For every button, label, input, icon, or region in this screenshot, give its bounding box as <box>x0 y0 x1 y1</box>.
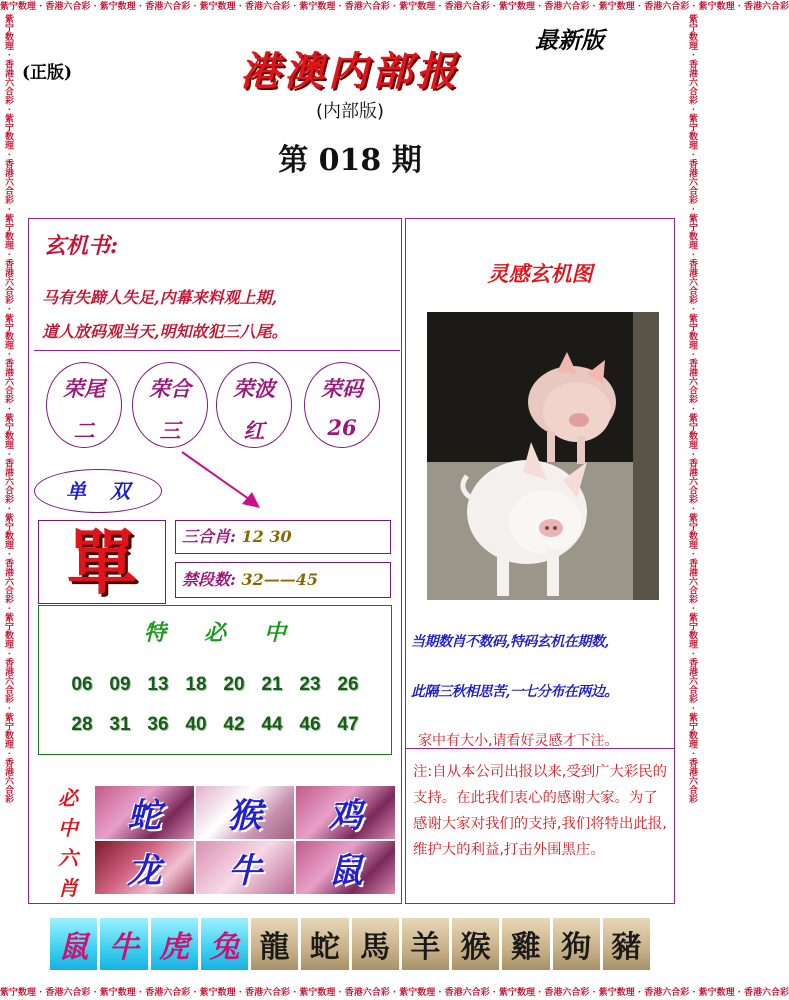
zodiac-bar <box>50 918 650 970</box>
oval-value: 红 <box>243 418 265 443</box>
zodiac-bar-item: 牛 <box>100 918 147 970</box>
oval-value: 二 <box>73 418 95 443</box>
number-cell: 36 <box>147 714 169 735</box>
inspiration-title: 灵感玄机图 <box>487 261 593 286</box>
number-cell: 44 <box>261 714 283 735</box>
label-char: 六 <box>58 846 78 870</box>
oval-tail <box>46 362 122 448</box>
number-cell: 23 <box>299 674 321 695</box>
oval-key: 荣码 <box>321 376 363 401</box>
oval-value: 三 <box>159 418 181 443</box>
edition-official-label: (正版) <box>22 63 73 83</box>
oval-key: 荣波 <box>233 376 275 401</box>
special-numbers-title: 特必中 <box>143 620 324 646</box>
oval-sum <box>132 362 208 448</box>
xuanji-title: 玄机书: <box>44 233 119 259</box>
number-cell: 06 <box>71 674 93 695</box>
zodiac-bar-item: 龍 <box>251 918 298 970</box>
arrow-icon <box>178 448 268 518</box>
number-cell: 26 <box>337 674 359 695</box>
oval-wave <box>216 362 292 448</box>
page-subtitle: (内部版) <box>315 101 385 122</box>
zodiac-bar-item: 雞 <box>502 918 549 970</box>
zodiac-char: 蛇 <box>127 796 162 836</box>
zodiac-bar-item: 羊 <box>402 918 449 970</box>
number-cell: 18 <box>185 674 207 695</box>
oval-key: 荣尾 <box>63 376 105 401</box>
border-top-strip: 紫宁数理 · 香港六合彩 · 紫宁数理 · 香港六合彩 · 紫宁数理 · 香港六合彩 · 紫宁数理 · 香港六合彩 · 紫宁数理 · 香港六合彩 · 紫宁数理 · 香港六合彩 · 紫宁数理 · 香港六合彩 · 紫宁数理 · 香港六合彩 <box>0 2 789 12</box>
edition-latest-label: 最新版 <box>535 27 604 54</box>
notice-text: 注:自从本公司出报以来,受到广大彩民的支持。在此我们衷心的感谢大家。为了感谢大家对我们的支持,我们将特出此报,维护大的利益,打击外围黑庄。 <box>405 748 675 904</box>
number-cell: 09 <box>109 674 131 695</box>
pig-photo-drawing <box>427 312 659 600</box>
oval-key: 荣合 <box>149 376 191 401</box>
zodiac-bar-item: 虎 <box>151 918 198 970</box>
odd-even-oval: 单双 <box>34 469 162 513</box>
zodiac-tile <box>196 841 295 894</box>
three-match-label: 三合肖: <box>182 527 236 546</box>
number-cell: 20 <box>223 674 245 695</box>
pig-photo <box>427 312 659 600</box>
special-numbers-box <box>38 605 392 755</box>
zodiac-char: 鼠 <box>328 851 363 891</box>
zodiac-char: 鸡 <box>328 796 363 836</box>
page-title: 港澳内部报 <box>240 48 460 95</box>
zodiac-bar-item: 馬 <box>352 918 399 970</box>
zodiac-char: 龙 <box>127 851 162 891</box>
three-match-value: 12 30 <box>241 527 292 546</box>
banned-range-label: 禁段数: <box>182 570 236 589</box>
banned-range <box>175 562 391 598</box>
zodiac-bar-item: 蛇 <box>301 918 348 970</box>
right-note: 家中有大小,请看好灵感才下注。 <box>418 733 619 749</box>
number-cell: 42 <box>223 714 245 735</box>
number-cell: 47 <box>337 714 359 735</box>
number-cell: 46 <box>299 714 321 735</box>
xuanji-section <box>34 225 400 351</box>
zodiac-tile <box>296 786 395 839</box>
number-cell: 21 <box>261 674 283 695</box>
number-cell: 31 <box>109 714 131 735</box>
right-verse-line-2: 此隔三秋相思苦,一七分布在两边。 <box>411 684 618 700</box>
banned-range-value: 32——45 <box>241 570 319 589</box>
zodiac-bar-item: 猴 <box>452 918 499 970</box>
issue-number: 第 018 期 <box>278 143 422 178</box>
zodiac-bar-item: 鼠 <box>50 918 97 970</box>
big-odd-character: 單 <box>38 520 166 604</box>
number-cell: 40 <box>185 714 207 735</box>
zodiac-char: 猴 <box>227 796 262 836</box>
zodiac-bar-item: 狗 <box>553 918 600 970</box>
right-verse-line-1: 当期数肖不数码,特码玄机在期数, <box>411 634 609 650</box>
number-cell: 13 <box>147 674 169 695</box>
zodiac-tile <box>196 786 295 839</box>
xuanji-line-1: 马有失蹄人失足,内幕来料观上期, <box>42 288 278 307</box>
zodiac-char: 牛 <box>227 851 262 891</box>
border-right-strip: 紫宁数理 · 香港六合彩 · 紫宁数理 · 香港六合彩 · 紫宁数理 · 香港六合彩 · 紫宁数理 · 香港六合彩 · 紫宁数理 · 香港六合彩 · 紫宁数理 · 香港六合彩 · 紫宁数理 · 香港六合彩 · 紫宁数理 · 香港六合彩 <box>687 14 697 803</box>
three-match-zodiac <box>175 520 391 554</box>
zodiac-tile <box>95 841 194 894</box>
must-win-six-label <box>50 783 86 903</box>
border-bottom-strip: 紫宁数理 · 香港六合彩 · 紫宁数理 · 香港六合彩 · 紫宁数理 · 香港六合彩 · 紫宁数理 · 香港六合彩 · 紫宁数理 · 香港六合彩 · 紫宁数理 · 香港六合彩 · 紫宁数理 · 香港六合彩 · 紫宁数理 · 香港六合彩 <box>0 988 789 998</box>
xuanji-line-2: 道人放码观当天,明知故犯三八尾。 <box>42 322 288 341</box>
numbers-row-2 <box>39 714 391 736</box>
six-zodiac-grid <box>95 786 395 894</box>
zodiac-tile <box>296 841 395 894</box>
number-cell: 28 <box>71 714 93 735</box>
label-char: 肖 <box>58 876 78 900</box>
oval-code <box>304 362 380 448</box>
zodiac-tile <box>95 786 194 839</box>
oval-value: 26 <box>327 415 357 440</box>
zodiac-bar-item: 豬 <box>603 918 650 970</box>
numbers-row-1 <box>39 674 391 696</box>
label-char: 中 <box>58 816 78 840</box>
zodiac-bar-item: 兔 <box>201 918 248 970</box>
label-char: 必 <box>58 786 78 810</box>
border-left-strip: 紫宁数理 · 香港六合彩 · 紫宁数理 · 香港六合彩 · 紫宁数理 · 香港六合彩 · 紫宁数理 · 香港六合彩 · 紫宁数理 · 香港六合彩 · 紫宁数理 · 香港六合彩 · 紫宁数理 · 香港六合彩 · 紫宁数理 · 香港六合彩 <box>3 14 13 803</box>
